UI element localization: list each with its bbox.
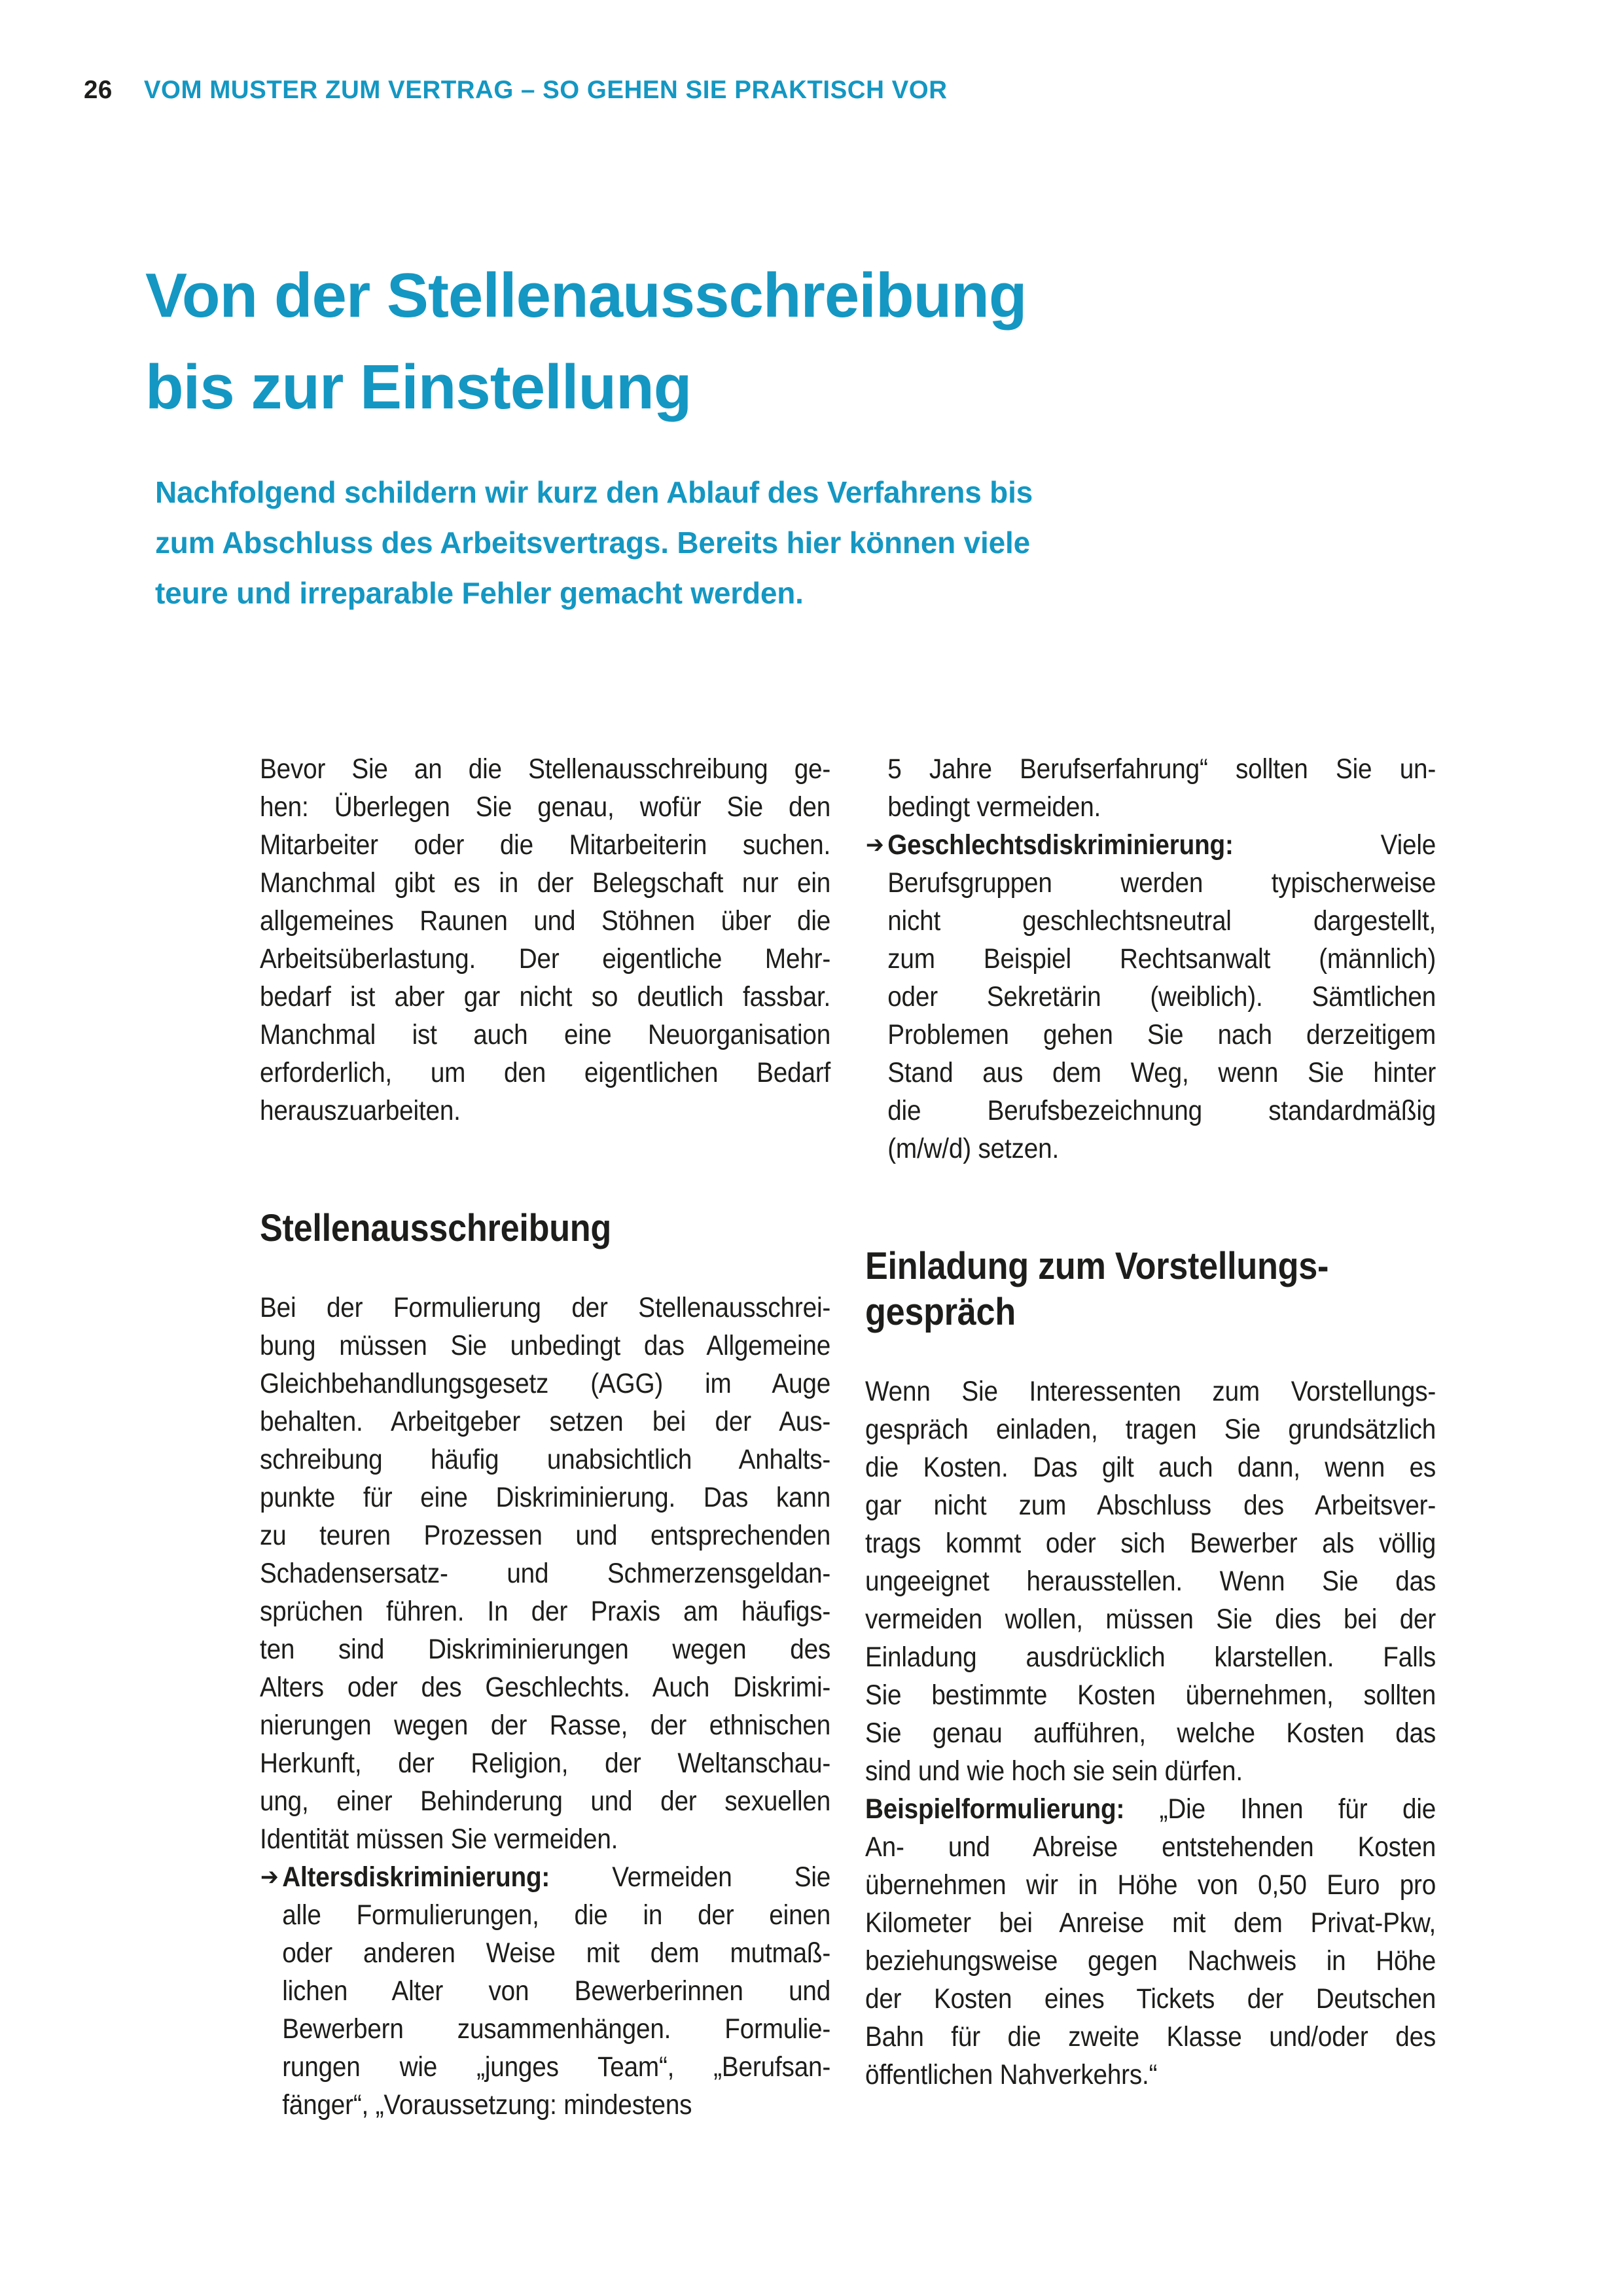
text-line: bung müssen Sie unbedingt das Allgemeine — [260, 1330, 831, 1361]
text-line: Bei der Formulierung der Stellenausschrei- — [260, 1292, 831, 1323]
text-line: An- und Abreise entstehenden Kosten — [865, 1831, 1436, 1863]
arrow-bullet-icon: ➔ — [260, 1863, 279, 1891]
text-line: alle Formulierungen, die in der einen — [282, 1899, 831, 1931]
text-line: bedingt vermeiden. — [887, 791, 1101, 823]
lead-paragraph — [155, 467, 1033, 619]
text-line: Manchmal ist auch eine Neuorganisation — [260, 1019, 831, 1050]
text-line: schreibung häufig unabsichtlich Anhalts- — [260, 1444, 831, 1475]
text-line: öffentlichen Nahverkehrs.“ — [865, 2059, 1158, 2090]
column-left — [260, 750, 830, 2124]
text-line: zu teuren Prozessen und entsprechenden — [260, 1520, 831, 1551]
bullet-continuation — [865, 750, 1436, 826]
text-line: oder anderen Weise mit dem mutmaß- — [282, 1937, 831, 1969]
heading-line: gespräch — [865, 1291, 1016, 1333]
text-line: 5 Jahre Berufserfahrung“ sollten Sie un- — [887, 753, 1436, 785]
text-line: oder Sekretärin (weiblich). Sämtlichen — [887, 981, 1436, 1013]
title-line: Von der Stellenausschreibung — [145, 260, 1027, 331]
section-heading — [865, 1244, 1436, 1335]
text-line: die Kosten. Das gilt auch dann, wenn es — [865, 1452, 1436, 1483]
text-line: trags kommt oder sich Bewerber als völlig — [865, 1528, 1436, 1559]
text-line: bedarf ist aber gar nicht so deutlich fassbar. — [260, 981, 831, 1013]
running-title: VOM MUSTER ZUM VERTRAG – SO GEHEN SIE PRAKTISCH VOR — [143, 76, 948, 104]
text-line: vermeiden wollen, müssen Sie dies bei der — [865, 1604, 1436, 1635]
text-line: Stand aus dem Weg, wenn Sie hinter — [887, 1057, 1436, 1088]
text-line: lichen Alter von Bewerberinnen und — [282, 1975, 831, 2007]
text-line: nierungen wegen der Rasse, der ethnischen — [260, 1710, 831, 1741]
text-line: Beispielformulierung: „Die Ihnen für die — [865, 1793, 1436, 1825]
page-header — [84, 76, 948, 105]
text-line: Schadensersatz- und Schmerzensgeldan- — [260, 1558, 831, 1589]
text-line: Identität müssen Sie vermeiden. — [260, 1823, 618, 1855]
text-line: nicht geschlechtsneutral dargestellt, — [887, 905, 1436, 937]
paragraph — [260, 1289, 830, 1858]
page-number: 26 — [84, 76, 113, 104]
text-line: Kilometer bei Anreise mit dem Privat-Pkw, — [865, 1907, 1436, 1939]
text-line: zum Beispiel Rechtsanwalt (männlich) — [887, 943, 1436, 975]
text-line: herauszuarbeiten. — [260, 1095, 461, 1126]
page-title — [145, 250, 1027, 433]
text-line: Bevor Sie an die Stellenausschreibung ge- — [260, 753, 831, 785]
text-line: Arbeitsüberlastung. Der eigentliche Mehr- — [260, 943, 831, 975]
text-line: Gleichbehandlungsgesetz (AGG) im Auge — [260, 1368, 831, 1399]
text-line: Alters oder des Geschlechts. Auch Diskrimi- — [260, 1672, 831, 1703]
text-line: beziehungsweise gegen Nachweis in Höhe — [865, 1945, 1436, 1977]
text-line: punkte für eine Diskriminierung. Das kann — [260, 1482, 831, 1513]
text-line: Mitarbeiter oder die Mitarbeiterin suchen. — [260, 829, 831, 861]
paragraph — [865, 1372, 1436, 1790]
text-line: ➔ Altersdiskriminierung: Vermeiden Sie — [260, 1858, 830, 1896]
column-right — [865, 750, 1436, 2094]
paragraph — [260, 750, 830, 1130]
text-line: Manchmal gibt es in der Belegschaft nur ein — [260, 867, 831, 899]
text-line: ➔ Geschlechtsdiskriminierung: Viele — [865, 826, 1436, 864]
text-line: ung, einer Behinderung und der sexuellen — [260, 1785, 831, 1817]
text-line: Sie bestimmte Kosten übernehmen, sollten — [865, 1679, 1436, 1711]
text-line: Sie genau aufführen, welche Kosten das — [865, 1717, 1436, 1749]
text-line: fänger“, „Voraussetzung: mindestens — [282, 2089, 692, 2121]
text-line: sprüchen führen. In der Praxis am häufigs- — [260, 1596, 831, 1627]
text-line: sind und wie hoch sie sein dürfen. — [865, 1755, 1243, 1787]
text-line: allgemeines Raunen und Stöhnen über die — [260, 905, 831, 937]
text-line: gar nicht zum Abschluss des Arbeitsver- — [865, 1490, 1436, 1521]
title-line: bis zur Einstellung — [145, 352, 692, 422]
paragraph — [865, 1790, 1436, 2094]
text-line: gespräch einladen, tragen Sie grundsätzlich — [865, 1414, 1436, 1445]
lead-line: zum Abschluss des Arbeitsvertrags. Bereits hier können viele — [155, 526, 1030, 560]
text-line: Bewerbern zusammenhängen. Formulie- — [282, 2013, 831, 2045]
text-line: der Kosten eines Tickets der Deutschen — [865, 1983, 1436, 2015]
text-line: rungen wie „junges Team“, „Berufsan- — [282, 2051, 831, 2083]
lead-line: Nachfolgend schildern wir kurz den Ablauf des Verfahrens bis — [155, 475, 1033, 509]
lead-line: teure und irreparable Fehler gemacht werden. — [155, 576, 804, 610]
text-line: übernehmen wir in Höhe von 0,50 Euro pro — [865, 1869, 1436, 1901]
text-line: ungeeignet herausstellen. Wenn Sie das — [865, 1566, 1436, 1597]
bullet-item — [865, 826, 1436, 1168]
text-line: ten sind Diskriminierungen wegen des — [260, 1634, 831, 1665]
text-line: erforderlich, um den eigentlichen Bedarf — [260, 1057, 831, 1088]
text-line: Einladung ausdrücklich klarstellen. Falls — [865, 1641, 1436, 1673]
section-heading — [260, 1206, 830, 1251]
bullet-item — [260, 1858, 830, 2124]
text-line: (m/w/d) setzen. — [887, 1133, 1060, 1164]
text-line: Herkunft, der Religion, der Weltanschau- — [260, 1748, 831, 1779]
arrow-bullet-icon: ➔ — [865, 831, 884, 859]
heading-line: Einladung zum Vorstellungs- — [865, 1245, 1329, 1287]
text-line: die Berufsbezeichnung standardmäßig — [887, 1095, 1436, 1126]
heading-line: Stellenausschreibung — [260, 1207, 612, 1249]
text-line: Berufsgruppen werden typischerweise — [887, 867, 1436, 899]
text-line: Bahn für die zweite Klasse und/oder des — [865, 2021, 1436, 2053]
text-line: Wenn Sie Interessenten zum Vorstellungs- — [865, 1376, 1436, 1407]
text-line: hen: Überlegen Sie genau, wofür Sie den — [260, 791, 831, 823]
text-line: Problemen gehen Sie nach derzeitigem — [887, 1019, 1436, 1050]
text-line: behalten. Arbeitgeber setzen bei der Aus- — [260, 1406, 831, 1437]
